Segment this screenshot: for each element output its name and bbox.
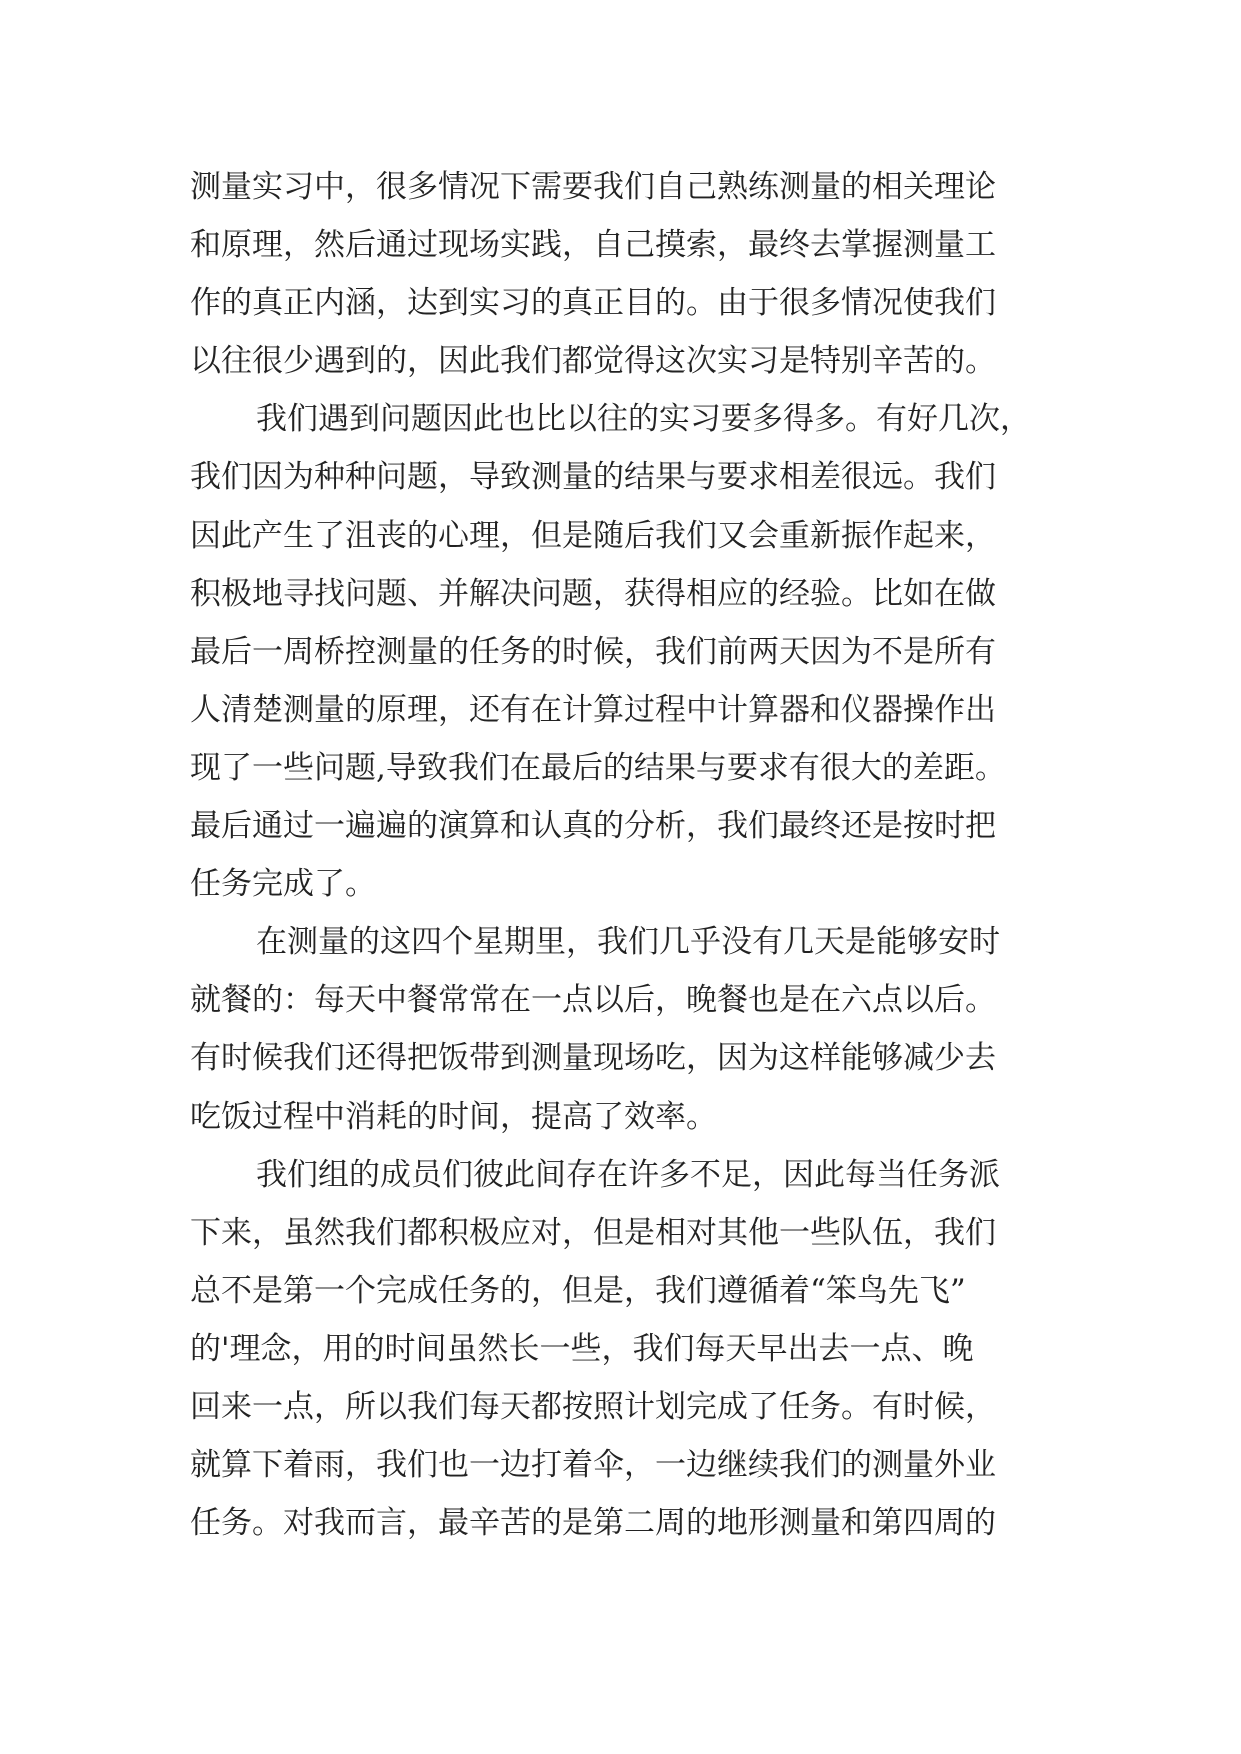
text-line: 最后通过一遍遍的演算和认真的分析，我们最终还是按时把 xyxy=(190,808,996,845)
text-line: 测量实习中，很多情况下需要我们自己熟练测量的相关理论 xyxy=(190,169,996,205)
text-line: 人清楚测量的原理，还有在计算过程中计算器和仪器操作出 xyxy=(190,691,996,728)
text-line: 回来一点，所以我们每天都按照计划完成了任务。有时候， xyxy=(190,1388,996,1425)
text-line: 下来，虽然我们都积极应对，但是相对其他一些队伍，我们 xyxy=(190,1214,996,1251)
text-line: 现了一些问题,导致我们在最后的结果与要求有很大的差距。 xyxy=(190,749,1006,786)
text-line: 作的真正内涵，达到实习的真正目的。由于很多情况使我们 xyxy=(190,285,996,322)
text-line: 任务完成了。 xyxy=(190,866,376,903)
text-line: 我们遇到问题因此也比以往的实习要多得多。有好几次， xyxy=(256,401,1031,438)
text-line: 任务。对我而言，最辛苦的是第二周的地形测量和第四周的 xyxy=(190,1505,996,1542)
text-line: 最后一周桥控测量的任务的时候，我们前两天因为不是所有 xyxy=(190,633,996,670)
text-line: 吃饭过程中消耗的时间，提高了效率。 xyxy=(190,1098,717,1135)
text-line: 我们因为种种问题，导致测量的结果与要求相差很远。我们 xyxy=(190,459,996,496)
text-line: 就餐的：每天中餐常常在一点以后，晚餐也是在六点以后。 xyxy=(190,982,996,1019)
text-line: 和原理，然后通过现场实践，自己摸索，最终去掌握测量工 xyxy=(190,227,996,264)
text-line: 因此产生了沮丧的心理，但是随后我们又会重新振作起来， xyxy=(190,517,996,554)
text-line: 有时候我们还得把饭带到测量现场吃，因为这样能够减少去 xyxy=(190,1040,996,1077)
text-line: 在测量的这四个星期里，我们几乎没有几天是能够安时 xyxy=(256,924,1000,961)
text-line: 以往很少遇到的，因此我们都觉得这次实习是特别辛苦的。 xyxy=(190,343,996,380)
body-text xyxy=(190,158,1070,1552)
text-line: 我们组的成员们彼此间存在许多不足，因此每当任务派 xyxy=(256,1156,1000,1193)
text-line: 的'理念，用的时间虽然长一些，我们每天早出去一点、晚 xyxy=(190,1330,974,1367)
text-line: 总不是第一个完成任务的，但是，我们遵循着“笨鸟先飞” xyxy=(190,1272,966,1309)
text-line: 就算下着雨，我们也一边打着伞，一边继续我们的测量外业 xyxy=(190,1447,996,1484)
text-line: 积极地寻找问题、并解决问题，获得相应的经验。比如在做 xyxy=(190,575,996,612)
